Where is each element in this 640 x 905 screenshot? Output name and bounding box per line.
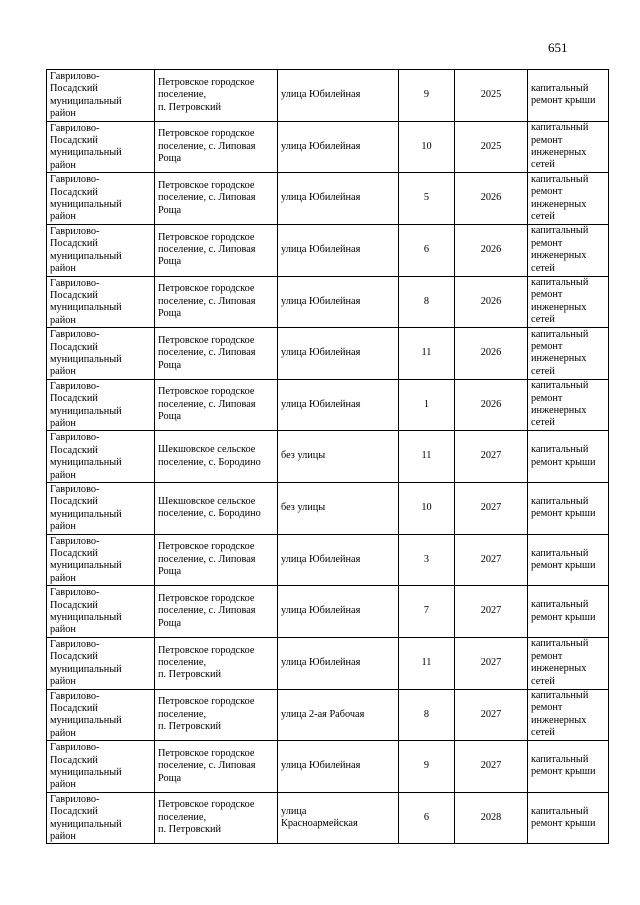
work-type-cell (528, 276, 609, 328)
district-line: Гаврилово- (50, 329, 100, 341)
work-type-line: инженерных (531, 714, 587, 726)
settlement-cell (155, 586, 278, 638)
work-type-line: капитальный (531, 495, 589, 507)
year-cell: 2027 (455, 637, 528, 689)
street-line: Красноармейская (281, 818, 358, 830)
district-line: Посадский (50, 651, 98, 663)
district-line: Посадский (50, 702, 98, 714)
street-line: улица Юбилейная (281, 605, 361, 617)
table-row (47, 741, 609, 793)
settlement-line: Роща (158, 308, 182, 320)
district-line: Посадский (50, 289, 98, 301)
table-row (47, 483, 609, 535)
settlement-line: Роща (158, 617, 182, 629)
house-number-cell: 7 (399, 586, 455, 638)
district-line: Посадский (50, 186, 98, 198)
district-line: Гаврилово- (50, 225, 100, 237)
district-cell (47, 379, 155, 431)
work-type-cell (528, 379, 609, 431)
settlement-line: Петровское городское (158, 541, 255, 553)
street-line: улица Юбилейная (281, 243, 361, 255)
settlement-line: поселение, (158, 708, 207, 720)
settlement-line: поселение, с. Липовая (158, 553, 256, 565)
house-number-cell: 9 (399, 70, 455, 122)
street-cell (278, 173, 399, 225)
district-cell (47, 483, 155, 535)
settlement-line: Петровское городское (158, 283, 255, 295)
work-type-line: ремонт (531, 134, 563, 146)
settlement-line: Петровское городское (158, 76, 255, 88)
district-line: Гаврилово- (50, 122, 100, 134)
work-type-line: инженерных (531, 405, 587, 417)
settlement-line: Роща (158, 256, 182, 268)
street-line: улица Юбилейная (281, 760, 361, 772)
street-cell (278, 70, 399, 122)
settlement-cell (155, 70, 278, 122)
district-line: муниципальный (50, 818, 122, 830)
table-row (47, 379, 609, 431)
table-row (47, 792, 609, 844)
street-line: улица Юбилейная (281, 347, 361, 359)
page-number: 651 (548, 40, 568, 55)
settlement-cell (155, 689, 278, 741)
district-cell (47, 328, 155, 380)
settlement-line: поселение, с. Бородино (158, 456, 261, 468)
house-number-cell: 6 (399, 792, 455, 844)
work-type-line: инженерных (531, 353, 587, 365)
district-line: муниципальный (50, 715, 122, 727)
street-cell (278, 276, 399, 328)
work-type-cell (528, 689, 609, 741)
district-line: район (50, 366, 76, 378)
work-type-line: ремонт (531, 702, 563, 714)
settlement-cell (155, 534, 278, 586)
district-line: Гаврилово- (50, 174, 100, 186)
house-number-cell: 11 (399, 637, 455, 689)
settlement-line: поселение, (158, 656, 207, 668)
work-type-cell (528, 534, 609, 586)
district-line: Посадский (50, 341, 98, 353)
settlement-line: Петровское городское (158, 179, 255, 191)
work-type-line: капитальный (531, 805, 589, 817)
year-cell: 2027 (455, 534, 528, 586)
settlement-line: Роща (158, 566, 182, 578)
district-cell (47, 792, 155, 844)
street-line: без улицы (281, 450, 326, 462)
house-number-cell: 11 (399, 431, 455, 483)
settlement-line: п. Петровский (158, 101, 221, 113)
year-cell: 2025 (455, 121, 528, 173)
work-type-line: ремонт крыши (531, 456, 596, 468)
house-number-cell: 10 (399, 121, 455, 173)
work-type-line: ремонт крыши (531, 508, 596, 520)
settlement-cell (155, 173, 278, 225)
table-body (47, 70, 609, 844)
street-cell (278, 379, 399, 431)
work-type-line: капитальный (531, 380, 589, 392)
street-cell (278, 534, 399, 586)
street-cell (278, 792, 399, 844)
work-type-line: ремонт крыши (531, 818, 596, 830)
district-cell (47, 224, 155, 276)
settlement-line: Шекшовское сельское (158, 495, 256, 507)
work-type-line: инженерных (531, 250, 587, 262)
settlement-line: поселение, с. Липовая (158, 140, 256, 152)
street-cell (278, 328, 399, 380)
house-number-cell: 8 (399, 276, 455, 328)
district-line: район (50, 624, 76, 636)
house-number-cell: 10 (399, 483, 455, 535)
street-cell (278, 483, 399, 535)
year-cell: 2026 (455, 224, 528, 276)
work-type-line: сетей (531, 262, 555, 274)
street-cell (278, 121, 399, 173)
table-row (47, 70, 609, 122)
table-row (47, 276, 609, 328)
district-line: Гаврилово- (50, 484, 100, 495)
settlement-line: поселение, (158, 89, 207, 101)
settlement-line: Петровское городское (158, 644, 255, 656)
district-line: муниципальный (50, 766, 122, 778)
table-row (47, 224, 609, 276)
district-line: район (50, 211, 76, 223)
settlement-line: Петровское городское (158, 128, 255, 140)
table-row (47, 121, 609, 173)
settlement-line: Роща (158, 772, 182, 784)
work-type-line: инженерных (531, 198, 587, 210)
settlement-line: поселение, с. Липовая (158, 295, 256, 307)
work-type-line: капитальный (531, 82, 589, 94)
year-cell: 2027 (455, 483, 528, 535)
district-cell (47, 741, 155, 793)
work-type-line: инженерных (531, 146, 587, 158)
district-line: Посадский (50, 496, 98, 508)
house-number-cell: 3 (399, 534, 455, 586)
table-row (47, 689, 609, 741)
district-line: Гаврилово- (50, 638, 100, 650)
district-cell (47, 121, 155, 173)
settlement-cell (155, 483, 278, 535)
settlement-line: Роща (158, 411, 182, 423)
district-line: Посадский (50, 806, 98, 818)
settlement-line: Петровское городское (158, 747, 255, 759)
district-line: район (50, 830, 76, 842)
district-line: муниципальный (50, 147, 122, 159)
house-number-cell: 1 (399, 379, 455, 431)
street-cell (278, 224, 399, 276)
street-line: улица Юбилейная (281, 140, 361, 152)
table-row (47, 173, 609, 225)
district-line: муниципальный (50, 199, 122, 211)
district-line: муниципальный (50, 302, 122, 314)
year-cell: 2027 (455, 586, 528, 638)
settlement-line: поселение, (158, 811, 207, 823)
street-cell (278, 637, 399, 689)
settlement-line: поселение, с. Липовая (158, 760, 256, 772)
settlement-line: Роща (158, 204, 182, 216)
district-line: район (50, 779, 76, 791)
table-row (47, 431, 609, 483)
district-line: район (50, 108, 76, 120)
settlement-line: Шекшовское сельское (158, 444, 256, 456)
work-type-line: ремонт (531, 392, 563, 404)
work-type-cell (528, 121, 609, 173)
settlement-line: Роща (158, 359, 182, 371)
table-row (47, 534, 609, 586)
street-line: улица (281, 805, 307, 817)
district-line: район (50, 314, 76, 326)
house-number-cell: 6 (399, 224, 455, 276)
work-type-cell (528, 173, 609, 225)
district-line: Посадский (50, 83, 98, 95)
district-line: Гаврилово- (50, 535, 100, 547)
street-line: улица Юбилейная (281, 553, 361, 565)
district-cell (47, 689, 155, 741)
street-cell (278, 689, 399, 741)
settlement-line: п. Петровский (158, 669, 221, 681)
work-type-cell (528, 741, 609, 793)
district-line: Посадский (50, 444, 98, 456)
district-line: муниципальный (50, 560, 122, 572)
house-number-cell: 5 (399, 173, 455, 225)
street-line: улица Юбилейная (281, 295, 361, 307)
district-cell (47, 637, 155, 689)
settlement-line: п. Петровский (158, 824, 221, 836)
settlement-cell (155, 792, 278, 844)
work-type-cell (528, 70, 609, 122)
district-cell (47, 534, 155, 586)
district-line: район (50, 159, 76, 171)
district-cell (47, 276, 155, 328)
district-line: муниципальный (50, 612, 122, 624)
repair-schedule-table (46, 69, 609, 844)
settlement-line: поселение, с. Липовая (158, 192, 256, 204)
district-line: Гаврилово- (50, 277, 100, 289)
work-type-line: ремонт (531, 650, 563, 662)
district-line: район (50, 572, 76, 584)
settlement-line: поселение, с. Бородино (158, 508, 261, 520)
street-cell (278, 741, 399, 793)
street-line: без улицы (281, 502, 326, 514)
district-line: район (50, 469, 76, 481)
work-type-line: капитальный (531, 173, 589, 185)
district-line: Гаврилово- (50, 587, 100, 599)
settlement-cell (155, 431, 278, 483)
settlement-line: поселение, с. Липовая (158, 398, 256, 410)
work-type-cell (528, 431, 609, 483)
district-line: муниципальный (50, 508, 122, 520)
work-type-line: капитальный (531, 754, 589, 766)
settlement-line: поселение, с. Липовая (158, 243, 256, 255)
settlement-cell (155, 224, 278, 276)
house-number-cell: 8 (399, 689, 455, 741)
work-type-line: капитальный (531, 328, 589, 340)
street-cell (278, 586, 399, 638)
street-line: улица 2-ая Рабочая (281, 708, 365, 720)
year-cell: 2027 (455, 689, 528, 741)
work-type-line: ремонт (531, 341, 563, 353)
work-type-line: капитальный (531, 122, 589, 134)
work-type-cell (528, 586, 609, 638)
district-line: муниципальный (50, 353, 122, 365)
work-type-line: сетей (531, 365, 555, 377)
district-line: муниципальный (50, 250, 122, 262)
district-line: муниципальный (50, 95, 122, 107)
work-type-line: ремонт крыши (531, 766, 596, 778)
house-number-cell: 9 (399, 741, 455, 793)
work-type-line: сетей (531, 210, 555, 222)
street-line: улица Юбилейная (281, 89, 361, 101)
settlement-line: Петровское городское (158, 386, 255, 398)
settlement-cell (155, 328, 278, 380)
district-line: район (50, 727, 76, 739)
year-cell: 2028 (455, 792, 528, 844)
table-row (47, 586, 609, 638)
settlement-line: Петровское городское (158, 592, 255, 604)
work-type-line: ремонт (531, 186, 563, 198)
work-type-cell (528, 792, 609, 844)
district-line: муниципальный (50, 663, 122, 675)
settlement-cell (155, 741, 278, 793)
work-type-line: сетей (531, 727, 555, 739)
work-type-line: сетей (531, 417, 555, 429)
district-line: Посадский (50, 548, 98, 560)
work-type-line: ремонт крыши (531, 95, 596, 107)
settlement-line: поселение, с. Липовая (158, 605, 256, 617)
year-cell: 2025 (455, 70, 528, 122)
district-line: Гаврилово- (50, 432, 100, 444)
district-cell (47, 70, 155, 122)
settlement-line: Роща (158, 153, 182, 165)
table-row (47, 328, 609, 380)
district-cell (47, 431, 155, 483)
district-line: Гаврилово- (50, 71, 100, 82)
work-type-cell (528, 224, 609, 276)
district-line: Гаврилово- (50, 690, 100, 702)
street-line: улица Юбилейная (281, 398, 361, 410)
work-type-line: капитальный (531, 225, 589, 237)
work-type-line: капитальный (531, 277, 589, 288)
work-type-cell (528, 637, 609, 689)
settlement-line: поселение, с. Липовая (158, 347, 256, 359)
work-type-line: инженерных (531, 663, 587, 675)
district-line: Посадский (50, 135, 98, 147)
work-type-line: капитальный (531, 599, 589, 611)
settlement-line: п. Петровский (158, 721, 221, 733)
settlement-cell (155, 379, 278, 431)
work-type-line: сетей (531, 675, 555, 687)
year-cell: 2027 (455, 431, 528, 483)
district-line: Гаврилово- (50, 742, 100, 754)
district-line: район (50, 521, 76, 533)
work-type-line: инженерных (531, 301, 587, 313)
work-type-line: ремонт (531, 289, 563, 301)
street-line: улица Юбилейная (281, 192, 361, 204)
district-line: Гаврилово- (50, 380, 100, 392)
house-number-cell: 11 (399, 328, 455, 380)
district-line: Посадский (50, 754, 98, 766)
district-line: муниципальный (50, 457, 122, 469)
district-line: район (50, 417, 76, 429)
street-line: улица Юбилейная (281, 656, 361, 668)
settlement-line: Петровское городское (158, 334, 255, 346)
work-type-line: капитальный (531, 690, 589, 701)
district-line: район (50, 263, 76, 275)
work-type-line: капитальный (531, 444, 589, 456)
settlement-line: Петровское городское (158, 696, 255, 708)
year-cell: 2027 (455, 741, 528, 793)
district-cell (47, 173, 155, 225)
year-cell: 2026 (455, 173, 528, 225)
settlement-cell (155, 637, 278, 689)
year-cell: 2026 (455, 328, 528, 380)
work-type-line: сетей (531, 314, 555, 326)
year-cell: 2026 (455, 276, 528, 328)
street-cell (278, 431, 399, 483)
district-line: район (50, 676, 76, 688)
work-type-cell (528, 328, 609, 380)
district-line: Посадский (50, 393, 98, 405)
settlement-line: Петровское городское (158, 231, 255, 243)
work-type-line: капитальный (531, 547, 589, 559)
year-cell: 2026 (455, 379, 528, 431)
settlement-line: Петровское городское (158, 799, 255, 811)
district-line: Гаврилово- (50, 793, 100, 805)
settlement-cell (155, 276, 278, 328)
settlement-cell (155, 121, 278, 173)
table-row (47, 637, 609, 689)
district-line: муниципальный (50, 405, 122, 417)
district-cell (47, 586, 155, 638)
work-type-line: ремонт (531, 237, 563, 249)
work-type-line: ремонт крыши (531, 559, 596, 571)
district-line: Посадский (50, 238, 98, 250)
work-type-line: ремонт крыши (531, 611, 596, 623)
work-type-line: сетей (531, 159, 555, 171)
work-type-cell (528, 483, 609, 535)
work-type-line: капитальный (531, 638, 589, 650)
district-line: Посадский (50, 599, 98, 611)
